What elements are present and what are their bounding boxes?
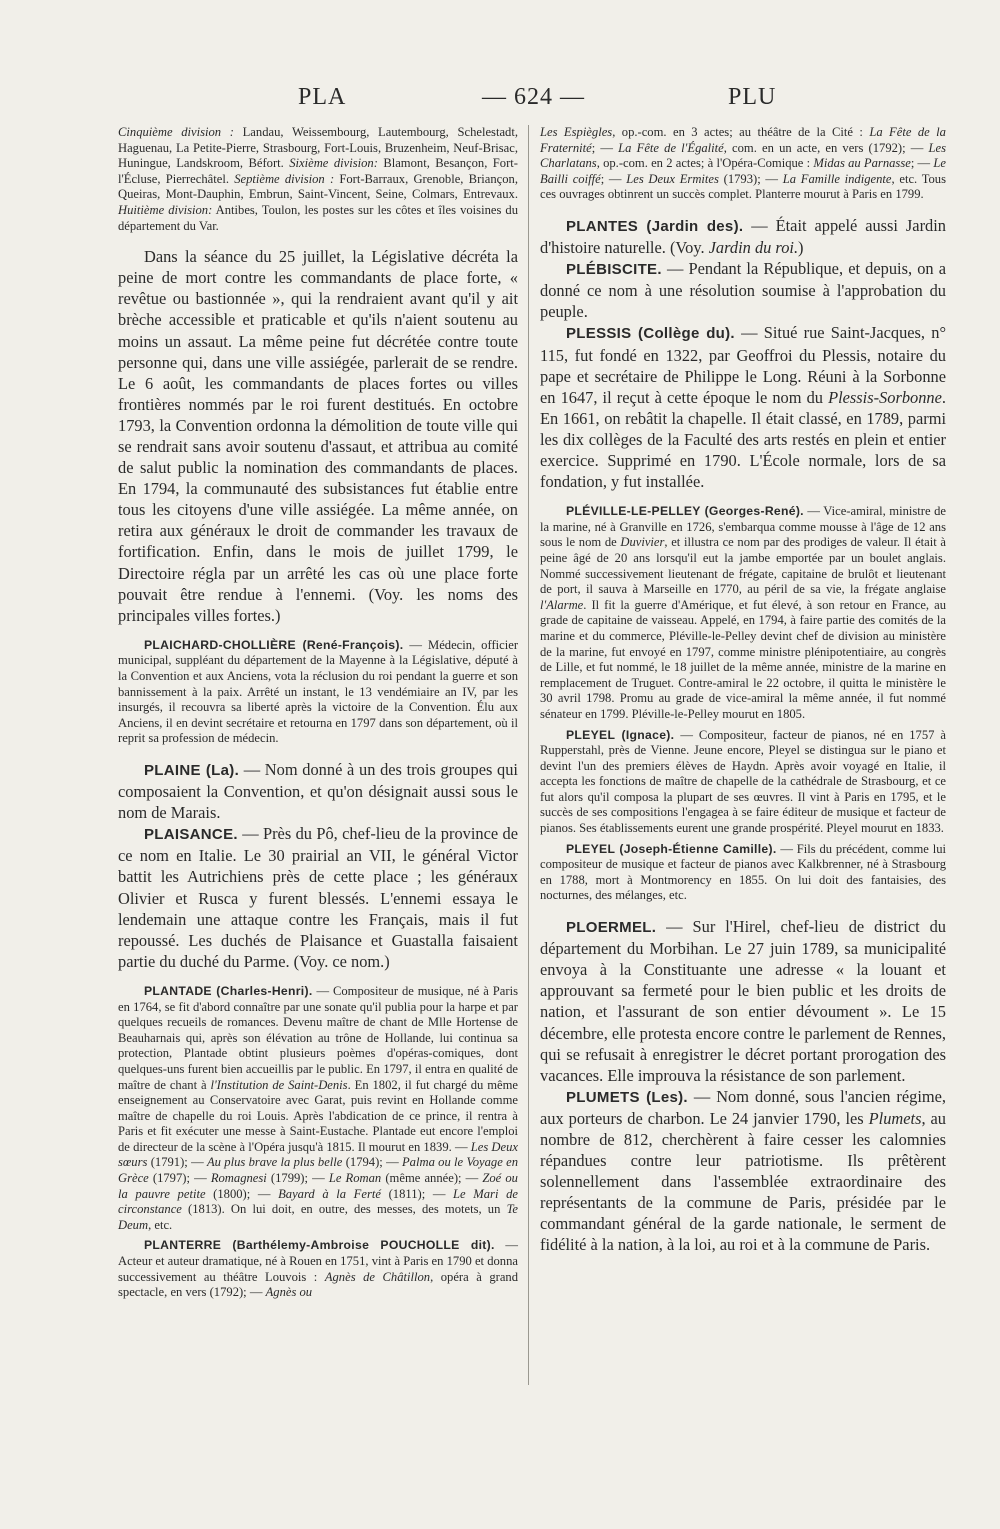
body-text: )	[798, 238, 804, 258]
italic-text: Romagnesi	[210, 1171, 267, 1186]
italic-text: Au plus brave la plus belle	[206, 1155, 343, 1170]
body-text: ; —	[600, 171, 627, 186]
headword: PLESSIS (Collège du).	[566, 325, 735, 343]
body-text: Dans la séance du 25 juillet, la Législative décréta la peine de mort contre les commandants de place forte, « revêtue ou bastionnée », qui la rendraient avant qu'il y ait brèche accessible et praticable et qu'ils n'aient soutenu au moins un assaut. La même peine fut décrétée contre toute personne qui, dans une ville assiégée, parlerait de se rendre. Le 6 août, les commandants de places fortes ou villes frontières nommés par le roi furent destitués. En octobre 1793, la Convention ordonna la démolition de toute ville qui se rendrait sans avoir soutenu d'assaut, et attribua au comité de salut public la nomination des commandants de places. En 1794, la communauté des subsistances fut établie entre tous les citoyens d'une ville assiégée. La même année, on retira aux généraux le droit de commander les travaux de fortification. Enfin, dans le mois de juillet 1799, le Directoire régla par un arrêté les cas où une place forte pouvait être rendue à l'ennemi. (Voy. les noms des principales villes fortes.)	[118, 247, 518, 625]
headword: PLANTES (Jardin des).	[566, 217, 744, 235]
body-text: , opéra à grand spectacle, en vers (1792); —	[118, 1269, 519, 1300]
body-text: , etc.	[148, 1217, 173, 1232]
body-text: — Près du Pô, chef-lieu de la province de ce nom en Italie. Le 30 prairial an VII, le général Victor battit les Autrichiens près de cette place ; les généraux Olivier et Rusca y furent blessés. L'ennemi essaya le lendemain une attaque contre les Français, mais il fut repoussé. Les duchés de Plaisance et Guastalla faisaient partie du duché du Parme. (Voy. ce nom.)	[118, 824, 518, 971]
body-text: Fort-Barraux, Grenoble, Briançon, Queiras, Mont-Dauphin, Embrun, Saint-Vincent, Seine, Colmars, Entrevaux.	[118, 171, 518, 202]
body-text: — Médecin, officier municipal, suppléant du département de la Mayenne à la Législative, député à la Convention et aux Anciens, vota la réclusion du roi pendant la guerre et son bannissement à la paix. Arrêté un instant, le 13 vendémiaire an IV, par les insurgés, il recouvra sa liberté après la victoire de la Convention. Élu aux Anciens, il en devint secrétaire et retourna en 1797 dans son département, où il reprit sa profession de médecin.	[118, 637, 519, 746]
entry-ploermel	[540, 916, 946, 1086]
italic-text: Plumets	[868, 1108, 922, 1128]
entry-pleyel-joseph	[540, 842, 946, 904]
headword: PLEYEL (Joseph-Étienne Camille).	[566, 841, 777, 856]
body-text: . En 1661, on rebâtit la chapelle. Il était classé, en 1789, parmi les dix collèges de la Faculté des arts restés en plein et entier exercice. Supprimé en 1790. L'École normale, lors de sa fondation, y fut installée.	[540, 387, 946, 492]
headword: PLOERMEL.	[566, 919, 657, 937]
entry-plessis	[540, 322, 946, 492]
body-text: (1791); —	[147, 1155, 207, 1170]
italic-text: Bayard à la Ferté	[278, 1186, 381, 1201]
body-text: — Acteur et auteur dramatique, né à Rouen en 1751, vint à Paris en 1790 et donna successivement au théâtre Louvois :	[118, 1238, 518, 1284]
entry-plaisance	[118, 823, 518, 972]
italic-text: Huitième division:	[118, 202, 213, 217]
italic-text: Les Deux Ermites	[626, 171, 719, 186]
body-text: Antibes, Toulon, les postes sur les côtes et îles voisines du département du Var.	[118, 202, 518, 233]
italic-text: Les Espiègles	[540, 125, 613, 139]
left-column	[118, 125, 518, 1301]
italic-text: Septième division :	[234, 171, 335, 186]
body-text: , etc. Tous ces ouvrages obtinrent un succès complet. Planterre mourut à Paris en 1799.	[540, 171, 947, 202]
headword: PLÉVILLE-LE-PELLEY (Georges-René).	[566, 504, 804, 519]
entry-planterre-start	[118, 1238, 518, 1300]
headword: PLANTADE (Charles-Henri).	[144, 983, 313, 998]
body-text: . En 1802, il fut chargé du même enseignement au Conservatoire avec Garat, puis revint en Hollande comme maître de chapelle du roi Louis. Après l'abdication de ce prince, il rentra à Paris et fit exécuter une messe à Saint-Eustache. Plantade eut encore l'emploi de directeur de la scène à l'Opéra jusqu'à 1815. Il mourut en 1839. —	[118, 1077, 518, 1154]
body-text: , au nombre de 812, cherchèrent à faire cesser les calomnies répandues contre leur patriotisme. Ils prêtèrent solennellement dans l'assemblée extraordinaire des représentants de la commune de Paris, présidée par le commandant général de la garde nationale, le serment de fidélité à la nation, à la loi, au roi et à la commune de Paris.	[540, 1108, 946, 1255]
italic-text: Les Deux sœurs	[118, 1139, 519, 1170]
body-text: , et illustra ce nom par des prodiges de valeur. Il était à peine âgé de 20 ans lorsqu'il eut la jambe emportée par un boulet anglais. Nommé successivement lieutenant de frégate, capitaine de brulôt et lieutenant de port, il sauva à Marseille en 1770, au péril de sa vie, la frégate anglaise	[540, 535, 946, 597]
italic-text: Te Deum	[118, 1202, 518, 1232]
italic-text: Le Roman	[328, 1171, 382, 1186]
body-text: — Nom donné, sous l'ancien régime, aux porteurs de charbon. Le 24 janvier 1790, les	[540, 1086, 946, 1128]
italic-text: Le Bailli coiffé	[540, 156, 946, 186]
entry-plantes	[540, 215, 946, 258]
headword: PLAISANCE.	[144, 826, 238, 844]
italic-text: La Fête de la Fraternité	[540, 125, 946, 155]
body-text: (1793); —	[718, 171, 783, 186]
italic-text: Duvivier	[620, 535, 665, 550]
headword: PLAICHARD-CHOLLIÈRE (René-François).	[144, 637, 404, 652]
entry-plaichard-colliere	[118, 638, 518, 747]
italic-text: Jardin du roi.	[708, 238, 799, 258]
italic-text: Cinquième division :	[118, 125, 234, 139]
page-number: — 624 —	[482, 84, 585, 110]
entry-planterre-end	[540, 125, 946, 203]
entry-fortress-laws	[118, 246, 518, 626]
italic-text: Midas au Parnasse	[813, 156, 911, 171]
column-divider	[528, 125, 529, 1385]
body-text: — Nom donné à un des trois groupes qui composaient la Convention, et qu'on désignait aussi sous le nom de Marais.	[118, 760, 518, 823]
italic-text: Zoé ou la pauvre petite	[118, 1171, 518, 1201]
running-header	[0, 84, 1000, 118]
body-text: , op.-com. en 2 actes; à l'Opéra-Comique :	[596, 156, 814, 171]
italic-text: Agnès ou	[265, 1285, 313, 1300]
body-text: ; —	[591, 140, 619, 155]
body-text: — Pendant la République, et depuis, on a donné ce nom à une résolution soumise à l'approbation du peuple.	[540, 259, 946, 322]
body-text: , op.-com. en 3 actes; au théâtre de la Cité :	[612, 125, 870, 139]
headword: PLEYEL (Ignace).	[566, 727, 675, 742]
entry-plaine	[118, 759, 518, 823]
body-text: — Vice-amiral, ministre de la marine, né à Granville en 1726, s'embarqua comme mousse à l'âge de 12 ans sous le nom de	[540, 504, 946, 550]
entry-pleyel-ignace	[540, 728, 946, 837]
header-right-word: PLU	[728, 84, 777, 110]
body-text: — Compositeur, facteur de pianos, né en 1757 à Rupperstahl, près de Vienne. Jeune encore, Pleyel se distingua sur le piano et devint l'un des premiers élèves de Haydn. Après avoir voyagé en Italie, il accepta les fonctions de maître de chapelle de la cathédrale de Strasbourg, et ce fut alors qu'il composa la plupart de ses œuvres. Il vint à Paris en 1795, et le succès de ses compositions l'engagea à se faire éditeur de musique et facteur de pianos. Ses établissements eurent une grande prospérité. Pleyel mourut en 1833.	[540, 727, 947, 836]
body-text: Blamont, Besançon, Fort-l'Écluse, Pierrechâtel.	[118, 156, 518, 186]
body-text: (1813). On lui doit, en outre, des messes, des motets, un	[181, 1202, 507, 1217]
body-text: (1799); —	[266, 1171, 329, 1186]
entry-plebiscite	[540, 258, 946, 322]
italic-text: l'Alarme	[540, 597, 584, 612]
headword: PLUMETS (Les).	[566, 1088, 688, 1106]
entry-plumets	[540, 1086, 946, 1256]
italic-text: Palma ou le Voyage en Grèce	[118, 1155, 518, 1186]
body-text: . Il fit la guerre d'Amérique, et fut élevé, à son retour en France, au grade de capitaine de vaisseau. Appelé, en 1794, à faire partie des comités de la marine et du commerce, Pléville-le-Pelley devint chef de division au ministère de la marine, fut envoyé en 1797, comme ministre plénipotentiaire, au congrès de Lille, et fut nommé, le 18 juillet de la même année, ministre de la marine en remplacement de Truguet. Contre-amiral le 22 octobre, il quitta le ministère le 30 avril 1798. Promu au grade de vice-amiral la même année, il fut nommé sénateur en 1799. Pléville-le-Pelley mourut en 1805.	[540, 597, 946, 721]
body-text: — Situé rue Saint-Jacques, n° 115, fut fondé en 1322, par Geoffroi du Plessis, notaire du pape et secrétaire de Philippe le Long. Réuni à la Sorbonne en 1647, il reçut à cette époque le nom du	[540, 323, 946, 407]
body-text: — Était appelé aussi Jardin d'histoire naturelle. (Voy.	[540, 215, 946, 258]
italic-text: l'Institution de Saint-Denis	[210, 1077, 348, 1092]
body-text: (1811); —	[380, 1186, 454, 1201]
headword: PLANTERRE (Barthélemy-Ambroise POUCHOLLE dit).	[144, 1238, 495, 1253]
italic-text: Le Mari de circonstance	[118, 1186, 518, 1217]
italic-text: Les Charlatans	[540, 140, 947, 171]
right-column	[540, 125, 946, 1256]
italic-text: La Famille indigente	[782, 171, 892, 186]
entry-fortress-divisions	[118, 125, 518, 234]
body-text: — Compositeur de musique, né à Paris en 1764, se fit d'abord connaître par une sonate qu'il publia pour la harpe et par quelques recueils de romances. Devenu maître de chant de Mlle Hortense de Beauharnais qui, après son élévation au trône de Hollande, lui continua sa protection, Plantade obtint plusieurs poèmes d'opéras-comiques, dont quelques-uns furent bien accueillis par le public. En 1797, il entra en qualité de maître de chant à	[118, 983, 518, 1092]
body-text: — Sur l'Hirel, chef-lieu de district du département du Morbihan. Le 27 juin 1789, sa municipalité envoya à la Constituante une adresse « la louant et approuvant sa fermeté pour le bien public et les droits de nation, et l'assurant de son entier dévoument ». Le 15 décembre, elle protesta encore contre le parlement de Rennes, qui se refusait à enregistrer le décret portant prorogation des vacances. Elle improuva la résistance de son parlement.	[540, 917, 946, 1085]
italic-text: Plessis-Sorbonne	[828, 387, 942, 407]
body-text: (1794); —	[342, 1155, 402, 1170]
body-text: ; —	[910, 156, 934, 171]
headword: PLAINE (La).	[144, 762, 240, 779]
body-text: , com. en un acte, en vers (1792); —	[723, 140, 929, 155]
headword: PLÉBISCITE.	[566, 261, 662, 279]
italic-text: La Fête de l'Égalité	[618, 140, 724, 155]
italic-text: Agnès de Châtillon	[324, 1269, 431, 1284]
entry-pleville-le-pelley	[540, 504, 946, 722]
italic-text: Sixième division:	[289, 156, 378, 171]
body-text: Landau, Weissembourg, Lautembourg, Schelestadt, Haguenau, La Petite-Pierre, Strasbourg, Fort-Louis, Bruzenheim, Neuf-Brisac, Huningue, Landskroom, Béfort.	[118, 125, 518, 171]
body-text: — Fils du précédent, comme lui compositeur de musique et facteur de pianos avec Kalkbrenner, né à Strasbourg en 1788, mort à Montmorency en 1855. On lui doit des fantaisies, des nocturnes, des mélanges, etc.	[540, 841, 946, 903]
entry-plantade	[118, 984, 518, 1234]
body-text: (1797); —	[148, 1171, 211, 1186]
header-left-word: PLA	[298, 84, 347, 110]
body-text: (1800); —	[205, 1186, 279, 1201]
body-text: (même année); —	[381, 1171, 483, 1186]
